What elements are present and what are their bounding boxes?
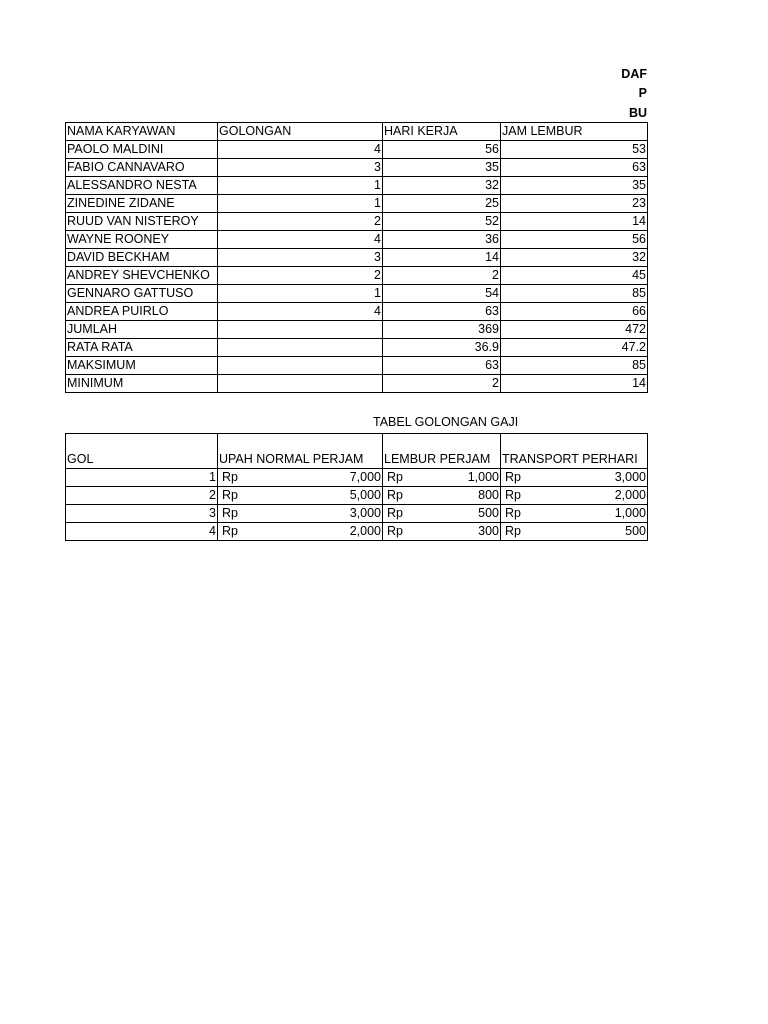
currency-symbol: Rp	[387, 488, 403, 502]
header-golongan[interactable]: GOLONGAN	[218, 123, 383, 141]
table-row	[66, 523, 648, 541]
value-cell[interactable]: 35	[501, 177, 648, 195]
value-cell[interactable]: 36.9	[383, 339, 501, 357]
amount: 2,000	[349, 524, 381, 538]
money-cell[interactable]	[383, 523, 501, 541]
money-value	[219, 487, 381, 504]
row-label-cell[interactable]: ANDREA PUIRLO	[66, 303, 218, 321]
summary-row	[66, 375, 648, 393]
value-cell[interactable]	[218, 321, 383, 339]
value-cell[interactable]: 4	[218, 141, 383, 159]
row-label-cell[interactable]: GENNARO GATTUSO	[66, 285, 218, 303]
currency-symbol: Rp	[505, 506, 521, 520]
header-jam-lembur[interactable]: JAM LEMBUR	[501, 123, 648, 141]
value-cell[interactable]: 4	[218, 303, 383, 321]
amount: 500	[478, 506, 499, 520]
currency-symbol: Rp	[387, 470, 403, 484]
table-header-row	[66, 434, 648, 469]
currency-symbol: Rp	[222, 488, 238, 502]
table-header-row	[66, 123, 648, 141]
salary-grade-table	[65, 433, 648, 541]
value-cell[interactable]: 2	[218, 267, 383, 285]
currency-symbol: Rp	[505, 524, 521, 538]
header-transport[interactable]: TRANSPORT PERHARI	[501, 434, 648, 469]
table-row	[66, 303, 648, 321]
amount: 2,000	[614, 488, 646, 502]
row-label-cell[interactable]: RATA RATA	[66, 339, 218, 357]
value-cell[interactable]: 85	[501, 285, 648, 303]
money-cell[interactable]	[218, 505, 383, 523]
money-value	[219, 523, 381, 540]
value-cell[interactable]: 25	[383, 195, 501, 213]
money-value	[384, 505, 499, 522]
value-cell[interactable]: 14	[383, 249, 501, 267]
row-label-cell[interactable]: DAVID BECKHAM	[66, 249, 218, 267]
summary-row	[66, 321, 648, 339]
amount: 3,000	[614, 470, 646, 484]
table-row	[66, 285, 648, 303]
value-cell[interactable]: 1	[218, 285, 383, 303]
value-cell[interactable]: 53	[501, 141, 648, 159]
amount: 800	[478, 488, 499, 502]
table-row	[66, 469, 648, 487]
table-row	[66, 505, 648, 523]
value-cell[interactable]: 36	[383, 231, 501, 249]
money-value	[219, 469, 381, 486]
amount: 5,000	[349, 488, 381, 502]
value-cell[interactable]: 63	[383, 303, 501, 321]
value-cell[interactable]: 4	[218, 231, 383, 249]
value-cell[interactable]: 56	[383, 141, 501, 159]
amount: 1,000	[467, 470, 499, 484]
money-value	[502, 487, 646, 504]
value-cell[interactable]: 32	[501, 249, 648, 267]
money-cell[interactable]	[383, 505, 501, 523]
row-label-cell[interactable]: PAOLO MALDINI	[66, 141, 218, 159]
currency-symbol: Rp	[505, 470, 521, 484]
currency-symbol: Rp	[222, 470, 238, 484]
value-cell[interactable]: 47.2	[501, 339, 648, 357]
money-value	[219, 505, 381, 522]
amount: 1,000	[614, 506, 646, 520]
money-cell[interactable]	[383, 487, 501, 505]
value-cell[interactable]	[218, 375, 383, 393]
money-cell[interactable]	[218, 523, 383, 541]
table-row	[66, 213, 648, 231]
header-gol[interactable]: GOL	[66, 434, 218, 469]
report-title-line-2: P	[638, 86, 647, 100]
header-hari-kerja[interactable]: HARI KERJA	[383, 123, 501, 141]
row-label-cell[interactable]: RUUD VAN NISTEROY	[66, 213, 218, 231]
value-cell[interactable]: 63	[501, 159, 648, 177]
money-value	[384, 469, 499, 486]
header-upah-normal[interactable]: UPAH NORMAL PERJAM	[218, 434, 383, 469]
table-row	[66, 231, 648, 249]
money-value	[384, 487, 499, 504]
table-row	[66, 141, 648, 159]
money-cell[interactable]	[218, 469, 383, 487]
money-value	[502, 469, 646, 486]
value-cell[interactable]: 63	[383, 357, 501, 375]
value-cell[interactable]: 32	[383, 177, 501, 195]
value-cell[interactable]: 35	[383, 159, 501, 177]
value-cell[interactable]	[218, 339, 383, 357]
value-cell[interactable]: 2	[218, 213, 383, 231]
value-cell[interactable]: 23	[501, 195, 648, 213]
table-row	[66, 249, 648, 267]
table-row	[66, 487, 648, 505]
value-cell[interactable]: 54	[383, 285, 501, 303]
value-cell[interactable]: 52	[383, 213, 501, 231]
gol-cell[interactable]: 1	[66, 469, 218, 487]
money-cell[interactable]	[501, 505, 648, 523]
value-cell[interactable]: 66	[501, 303, 648, 321]
money-value	[502, 523, 646, 540]
value-cell[interactable]: 14	[501, 375, 648, 393]
currency-symbol: Rp	[505, 488, 521, 502]
value-cell[interactable]: 3	[218, 249, 383, 267]
value-cell[interactable]: 1	[218, 195, 383, 213]
money-cell[interactable]	[501, 523, 648, 541]
report-title-line-3: BU	[628, 106, 647, 120]
value-cell[interactable]: 369	[383, 321, 501, 339]
row-label-cell[interactable]: FABIO CANNAVARO	[66, 159, 218, 177]
value-cell[interactable]: 56	[501, 231, 648, 249]
money-cell[interactable]	[218, 487, 383, 505]
row-label-cell[interactable]: ALESSANDRO NESTA	[66, 177, 218, 195]
money-cell[interactable]	[501, 487, 648, 505]
row-label-cell[interactable]: WAYNE ROONEY	[66, 231, 218, 249]
amount: 3,000	[349, 506, 381, 520]
money-value	[502, 505, 646, 522]
report-title-line-1: DAF	[621, 67, 647, 81]
currency-symbol: Rp	[222, 524, 238, 538]
money-cell[interactable]	[501, 469, 648, 487]
value-cell[interactable]	[218, 357, 383, 375]
summary-row	[66, 339, 648, 357]
row-label-cell[interactable]: ANDREY SHEVCHENKO	[66, 267, 218, 285]
value-cell[interactable]: 45	[501, 267, 648, 285]
employee-table	[65, 122, 648, 393]
value-cell[interactable]: 85	[501, 357, 648, 375]
table-row	[66, 177, 648, 195]
row-label-cell[interactable]: MINIMUM	[66, 375, 218, 393]
amount: 300	[478, 524, 499, 538]
currency-symbol: Rp	[387, 524, 403, 538]
value-cell[interactable]: 472	[501, 321, 648, 339]
header-nama-karyawan[interactable]: NAMA KARYAWAN	[66, 123, 218, 141]
value-cell[interactable]: 3	[218, 159, 383, 177]
row-label-cell[interactable]: ZINEDINE ZIDANE	[66, 195, 218, 213]
table-row	[66, 159, 648, 177]
summary-row	[66, 357, 648, 375]
gol-cell[interactable]: 4	[66, 523, 218, 541]
table-row	[66, 195, 648, 213]
value-cell[interactable]: 14	[501, 213, 648, 231]
value-cell[interactable]: 1	[218, 177, 383, 195]
row-label-cell[interactable]: MAKSIMUM	[66, 357, 218, 375]
gol-cell[interactable]: 2	[66, 487, 218, 505]
gol-cell[interactable]: 3	[66, 505, 218, 523]
gaji-table-caption: TABEL GOLONGAN GAJI	[373, 415, 519, 429]
amount: 7,000	[349, 470, 381, 484]
value-cell[interactable]: 2	[383, 267, 501, 285]
currency-symbol: Rp	[222, 506, 238, 520]
value-cell[interactable]: 2	[383, 375, 501, 393]
header-lembur[interactable]: LEMBUR PERJAM	[383, 434, 501, 469]
money-cell[interactable]	[383, 469, 501, 487]
money-value	[384, 523, 499, 540]
row-label-cell[interactable]: JUMLAH	[66, 321, 218, 339]
currency-symbol: Rp	[387, 506, 403, 520]
table-row	[66, 267, 648, 285]
amount: 500	[625, 524, 646, 538]
